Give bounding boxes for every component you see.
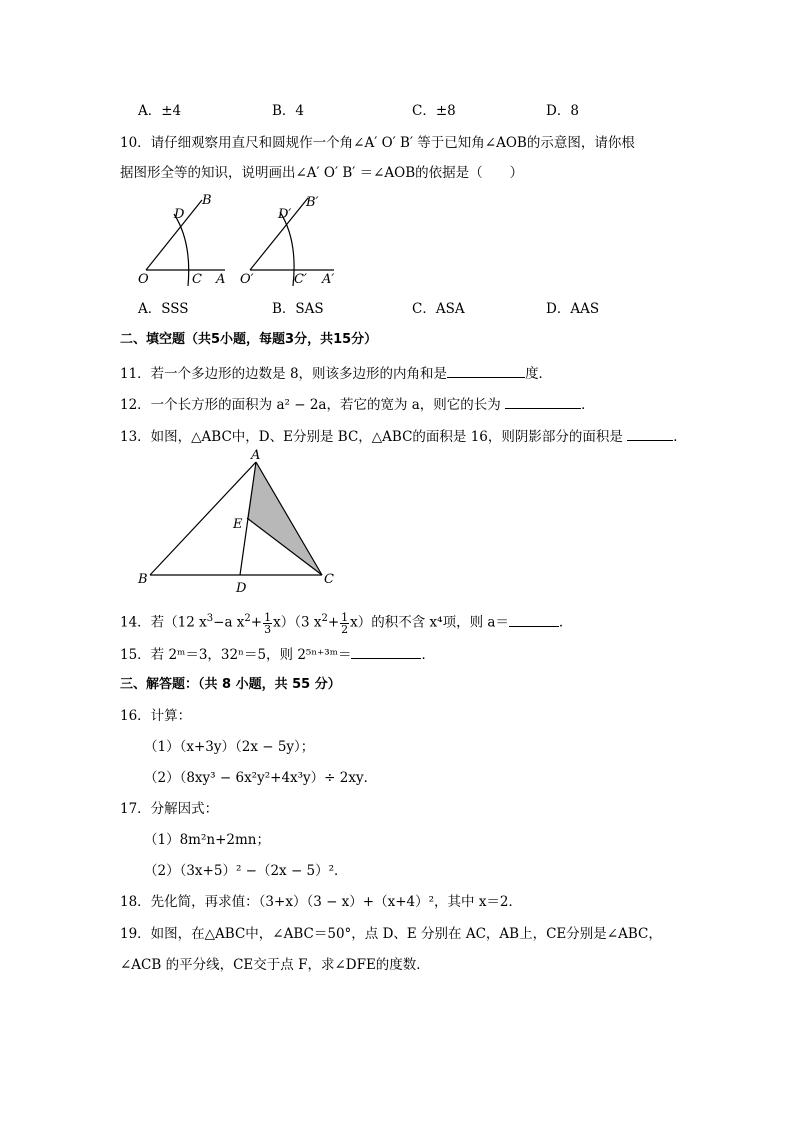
q13 — [120, 426, 687, 446]
q18-text: 18．先化简，再求值：（3+x）（3 − x）+（x+4）²，其中 x＝2． — [120, 894, 523, 910]
q11 — [120, 363, 552, 383]
q13-answer-blank[interactable] — [627, 426, 673, 441]
q10-label-c: C — [192, 272, 202, 287]
q10-option-b: B．SAS — [272, 301, 324, 317]
q15 — [120, 644, 435, 664]
section-heading-fill-blank: 二、填空题（共5小题，每题3分，共15分） — [120, 332, 378, 347]
q17-title: 17．分解因式： — [120, 801, 219, 817]
q10-option-d: D．AAS — [546, 301, 600, 317]
q12-answer-blank[interactable] — [505, 394, 581, 409]
q10-figure-copied-angle — [236, 190, 356, 290]
q14-fraction-one-third: $\frac{1}{3}$ — [264, 610, 272, 636]
q11-answer-blank[interactable] — [447, 363, 525, 378]
q13-label-a: A — [251, 448, 261, 463]
q10-figure-original-angle — [130, 190, 240, 290]
q9-option-c: C．±8 — [412, 103, 456, 119]
q10-label-o: O — [138, 272, 149, 287]
q14-answer-blank[interactable] — [509, 612, 559, 627]
q14-part2: −a x — [213, 614, 245, 631]
q10-label-a-prime: A′ — [322, 272, 335, 287]
q13-label-d: D — [236, 581, 247, 596]
q14-plus1: + — [250, 614, 263, 631]
q14-part6: x）的积不含 x⁴项，则 a＝ — [350, 614, 509, 631]
q9-option-d: D．8 — [546, 103, 579, 119]
q13-label-b: B — [138, 572, 148, 587]
q13-text: 13．如图，△ABC中，D、E分别是 BC，△ABC的面积是 16，则阴影部分的面积是 — [120, 429, 623, 445]
q9-option-a: A．±4 — [138, 103, 182, 119]
q12-text-end: ． — [581, 397, 595, 413]
q15-text: 15．若 2ᵐ＝3，32ⁿ＝5，则 2⁵ⁿ⁺³ᵐ＝ — [120, 647, 352, 663]
q11-text-end: 度． — [525, 366, 553, 382]
q12-text: 12．一个长方形的面积为 a² − 2a，若它的宽为 a，则它的长为 — [120, 397, 501, 413]
q10-label-a: A — [216, 272, 226, 287]
q16-part1: （1）（x+3y）（2x − 5y）； — [144, 739, 315, 755]
q16-part2: （2）（8xy³ − 6x²y²+4x³y）÷ 2xy． — [144, 770, 378, 786]
q10-label-d-prime: D′ — [278, 207, 292, 222]
q15-text-end: ． — [421, 647, 435, 663]
q19-text-line1: 19．如图，在△ABC中，∠ABC＝50°，点 D、E 分别在 AC，AB上，CE分别是∠ABC， — [120, 926, 662, 942]
q10-option-c: C．ASA — [412, 301, 465, 317]
q10-text-line2: 据图形全等的知识，说明画出∠A′ O′ B′ ＝∠AOB的依据是（ ） — [120, 165, 524, 181]
q10-label-b: B — [202, 193, 212, 208]
q17-part2: （2）（3x+5）² −（2x − 5）²． — [144, 863, 348, 879]
q17-part1: （1）8m²n+2mn； — [144, 832, 270, 848]
q14-part4: x）（3 x — [273, 614, 322, 631]
q9-option-b: B．4 — [272, 103, 305, 119]
section-heading-solve: 三、解答题：（共 8 小题，共 55 分） — [120, 677, 341, 692]
q14-plus2: + — [327, 614, 340, 631]
q13-label-c: C — [324, 572, 334, 587]
q14-part1: 14．若（12 x — [120, 614, 207, 631]
q10-text-line1: 10．请仔细观察用直尺和圆规作一个角∠A′ O′ B′ 等于已知角∠AOB的示意图，请你根 — [120, 135, 635, 151]
q14-exp-2a: 2 — [244, 613, 251, 624]
q10-label-d: D — [174, 207, 185, 222]
q16-title: 16．计算： — [120, 708, 192, 724]
q15-answer-blank[interactable] — [351, 644, 421, 659]
q14 — [120, 606, 572, 636]
q10-label-o-prime: O′ — [240, 272, 254, 287]
q14-exp-3: 3 — [206, 613, 214, 624]
q19-text-line2: ∠ACB 的平分线，CE交于点 F，求∠DFE的度数． — [120, 957, 430, 973]
q10-label-b-prime: B′ — [306, 195, 319, 210]
q10-option-a: A．SSS — [138, 301, 189, 317]
q14-text-end: ． — [558, 614, 573, 631]
q11-text: 11．若一个多边形的边数是 8，则该多边形的内角和是 — [120, 366, 448, 382]
q13-triangle-figure — [130, 446, 350, 596]
q13-text-end: ． — [673, 429, 687, 445]
q13-label-e: E — [233, 517, 243, 532]
q12 — [120, 394, 595, 414]
q14-fraction-one-half: $\frac{1}{2}$ — [341, 610, 349, 636]
q10-label-c-prime: C′ — [294, 272, 307, 287]
q14-exp-2b: 2 — [321, 613, 328, 624]
